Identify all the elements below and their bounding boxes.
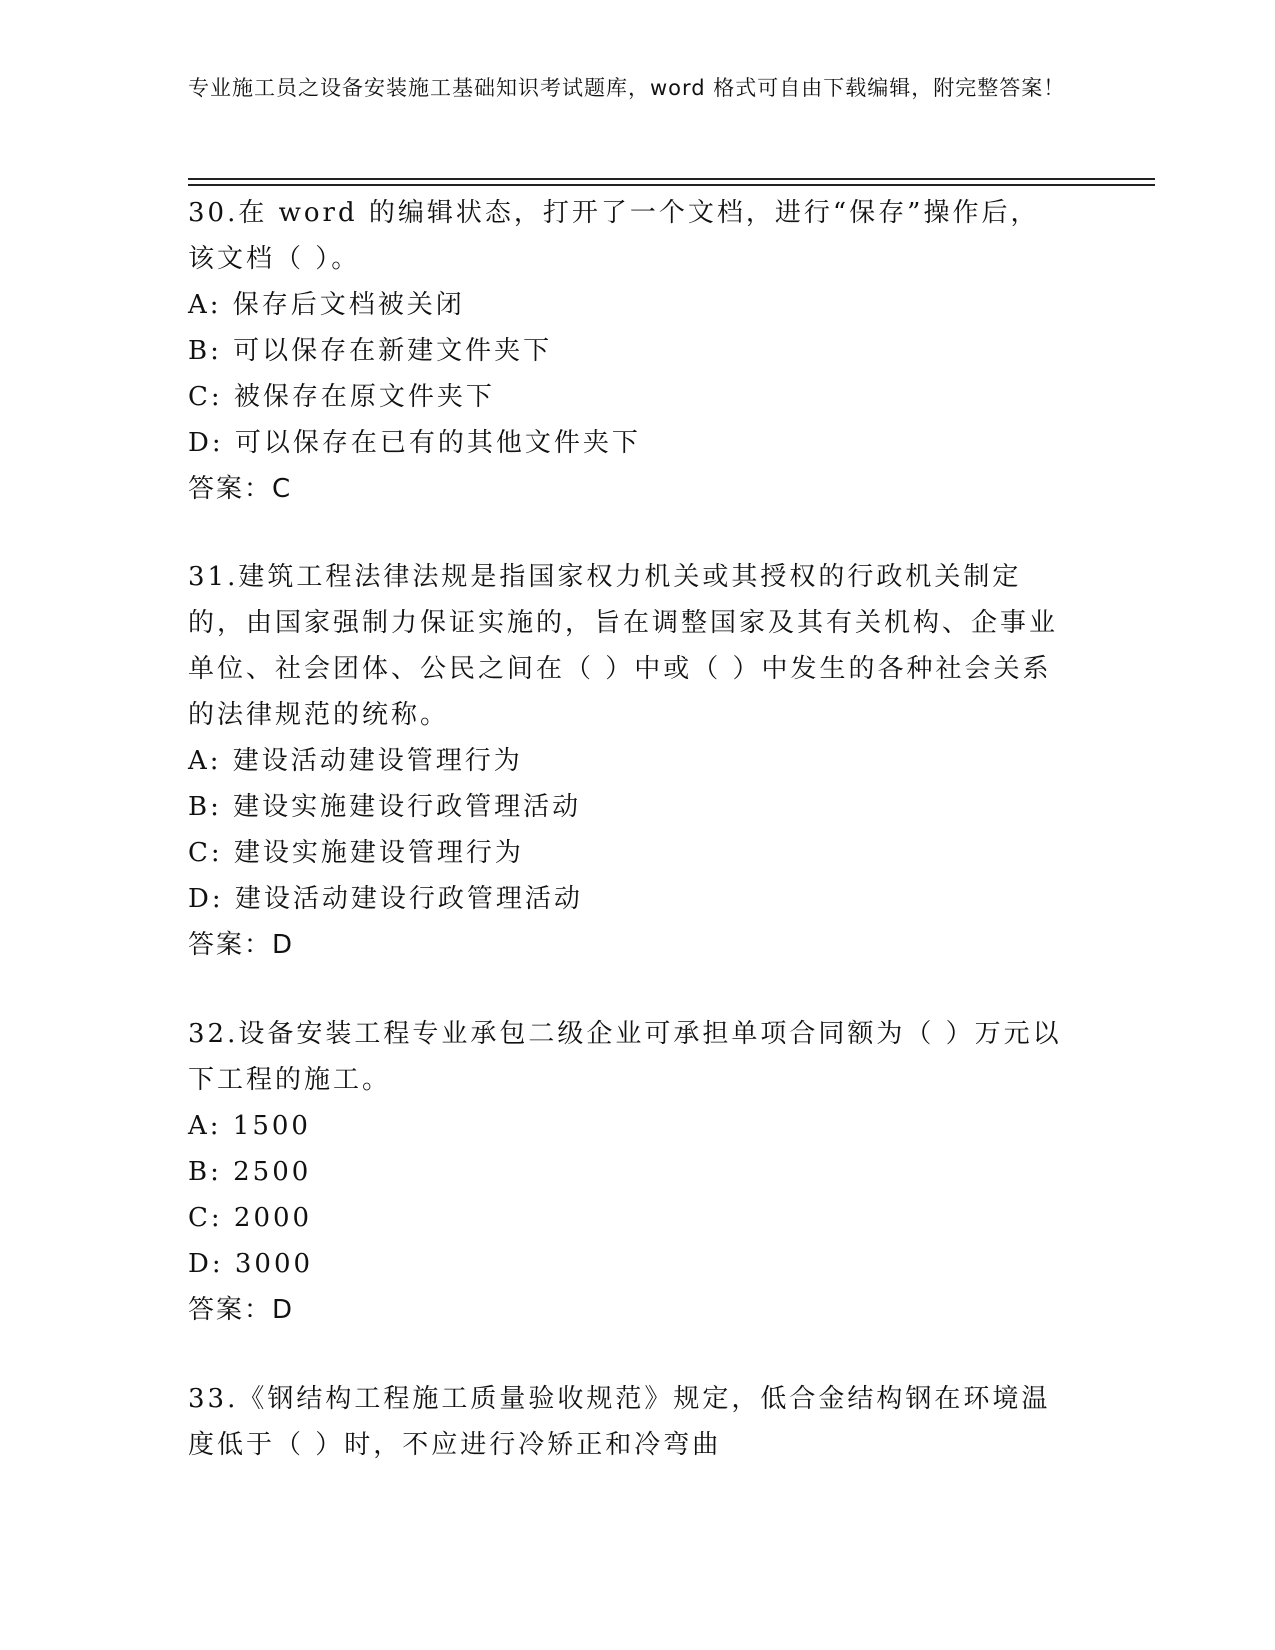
option-c: C: 建设实施建设管理行为 [188,838,524,868]
question-33 [188,1376,1068,1468]
document-header: 专业施工员之设备安装施工基础知识考试题库，word 格式可自由下载编辑，附完整答案！ [188,76,1066,100]
question-stem: 32.设备安装工程专业承包二级企业可承担单项合同额为（ ）万元以下工程的施工。 [188,1019,1062,1095]
answer-line: 答案：D [188,1295,295,1325]
option-d: D: 可以保存在已有的其他文件夹下 [188,428,641,458]
option-a: A: 保存后文档被关闭 [188,290,465,320]
question-stem: 30.在 word 的编辑状态，打开了一个文档，进行“保存”操作后，该文档（ ）。 [188,198,1040,274]
question-32 [188,1011,1068,1333]
question-stem: 31.建筑工程法律法规是指国家权力机关或其授权的行政机关制定的，由国家强制力保证实施的，旨在调整国家及其有关机构、企事业单位、社会团体、公民之间在（ ）中或（ ）中发生的各种社会关系的法律规范的统称。 [188,562,1059,730]
question-stem: 33.《钢结构工程施工质量验收规范》规定，低合金结构钢在环境温度低于（ ）时，不应进行冷矫正和冷弯曲 [188,1384,1051,1460]
question-31 [188,554,1068,968]
header-divider-bottom [188,184,1155,186]
option-c: C: 被保存在原文件夹下 [188,382,495,412]
answer-line: 答案：C [188,474,293,504]
option-c: C: 2000 [188,1203,313,1233]
header-divider-top [188,178,1155,180]
option-b: B: 建设实施建设行政管理活动 [188,792,582,822]
option-b: B: 可以保存在新建文件夹下 [188,336,553,366]
option-a: A: 建设活动建设管理行为 [188,746,523,776]
option-d: D: 3000 [188,1249,314,1279]
option-d: D: 建设活动建设行政管理活动 [188,884,583,914]
answer-line: 答案：D [188,930,295,960]
question-30 [188,190,1068,512]
option-b: B: 2500 [188,1157,312,1187]
option-a: A: 1500 [188,1111,311,1141]
